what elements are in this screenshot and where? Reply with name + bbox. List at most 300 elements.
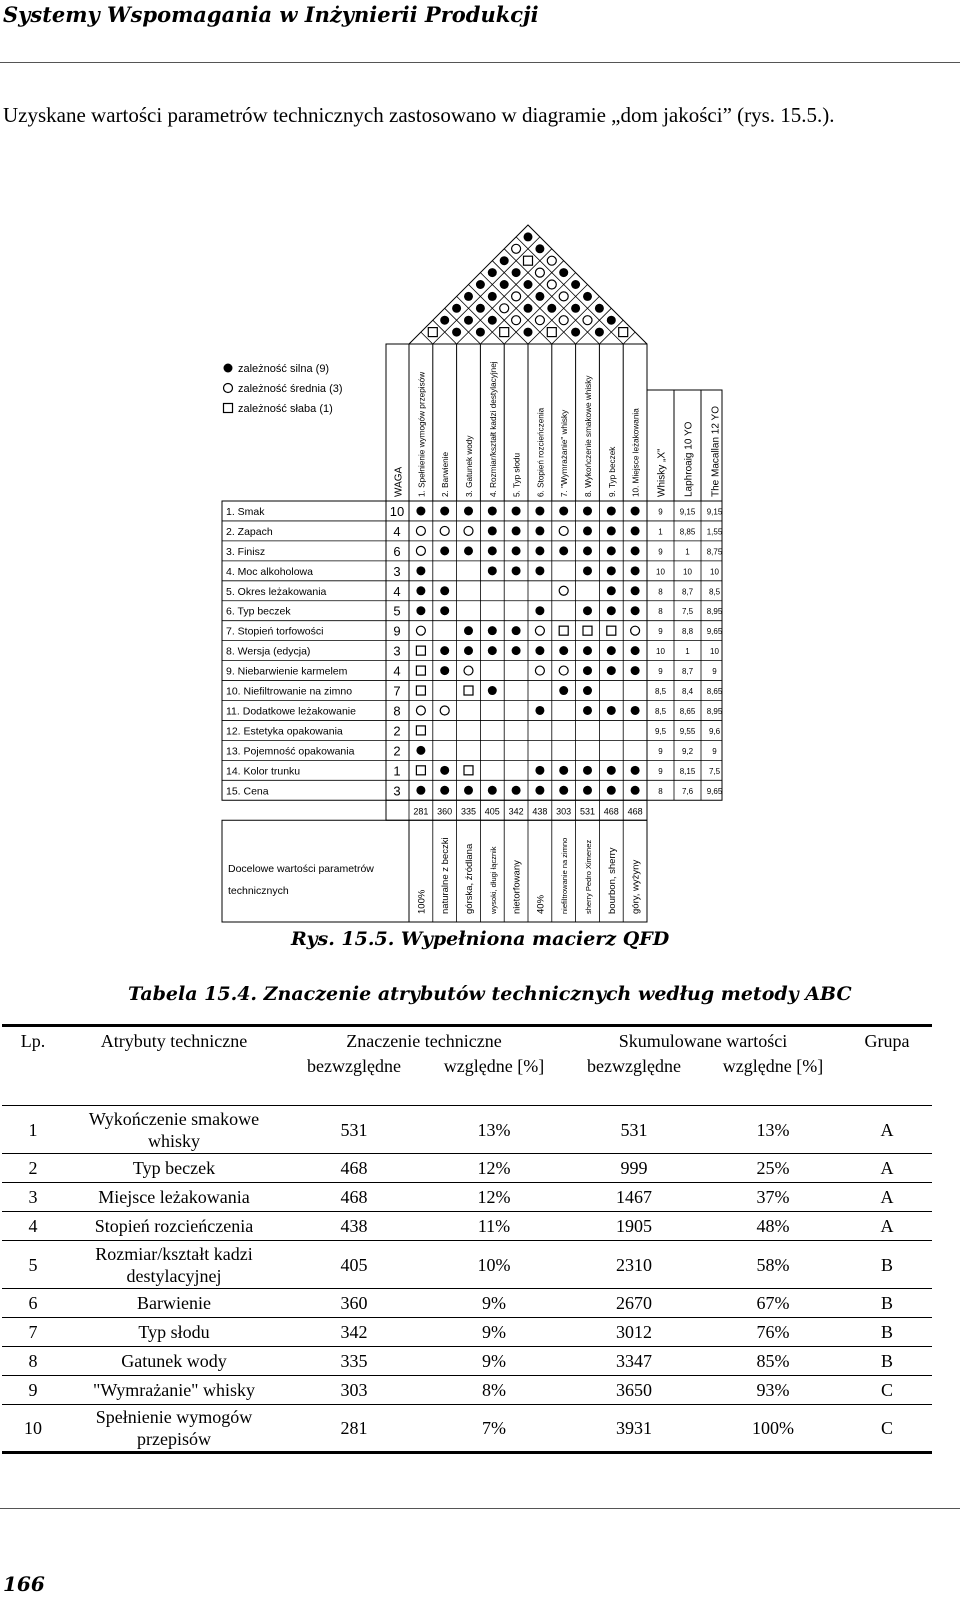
tech-param-label: 10. Miejsce leżakowania	[631, 408, 641, 497]
strong-mark	[631, 786, 640, 795]
requirement-label: 14. Kolor trunku	[226, 765, 301, 778]
strong-mark	[416, 746, 425, 755]
strong-mark	[559, 686, 568, 695]
requirement-label: 6. Typ beczek	[226, 605, 291, 618]
row-relative: 13%	[477, 1119, 511, 1140]
row-cum-absolute: 2670	[616, 1293, 652, 1313]
requirement-label: 15. Cena	[226, 785, 269, 798]
legend-item: zależność silna (9)	[238, 363, 330, 375]
requirement-label: 7. Stopień torfowości	[226, 625, 324, 638]
table-row	[2, 1347, 932, 1376]
strong-mark	[535, 606, 544, 615]
correlation-mark	[524, 304, 533, 313]
tech-param-label: 5. Typ słodu	[512, 453, 522, 497]
strong-mark	[488, 786, 497, 795]
strong-mark	[607, 526, 616, 535]
target-label: Docelowe wartości parametrów technicznych	[228, 863, 374, 897]
weak-mark	[607, 626, 616, 635]
target-value: niefiltrowanie na zimno	[560, 837, 570, 914]
correlation-mark	[488, 292, 497, 301]
row-group: C	[880, 1418, 893, 1438]
row-cum-relative: 58%	[756, 1254, 790, 1275]
strong-mark	[416, 506, 425, 515]
header-attributes: Atrybuty techniczne	[64, 1026, 284, 1056]
competitor-score: 9	[658, 507, 663, 517]
strong-mark	[440, 646, 449, 655]
strong-mark	[464, 546, 473, 555]
row-relative: 9%	[482, 1322, 506, 1342]
row-attribute: Wykończenie smakowe whisky	[88, 1108, 260, 1151]
medium-mark	[416, 526, 425, 535]
importance-value: 342	[508, 806, 524, 817]
roof-grid-line	[516, 237, 623, 344]
requirement-weight: 1	[393, 763, 401, 779]
row-group: A	[880, 1119, 894, 1140]
correlation-mark	[500, 328, 509, 337]
correlation-mark	[500, 280, 509, 289]
row-cum-absolute: 3347	[616, 1351, 652, 1371]
competitor-label: Whisky „X”	[656, 448, 668, 497]
strong-mark	[583, 766, 592, 775]
row-attribute: "Wymrażanie" whisky	[92, 1380, 256, 1400]
competitor-score: 7,6	[681, 786, 694, 796]
competitor-score: 8	[658, 607, 663, 617]
strong-mark	[535, 766, 544, 775]
row-group: B	[880, 1254, 893, 1275]
row-absolute: 281	[340, 1418, 368, 1438]
correlation-mark	[512, 268, 521, 277]
strong-mark	[607, 606, 616, 615]
header-significance: Znaczenie techniczne	[284, 1026, 564, 1056]
target-value: nietorfowany	[511, 860, 523, 914]
row-group: B	[880, 1351, 893, 1371]
requirement-weight: 2	[393, 743, 401, 759]
strong-mark	[583, 506, 592, 515]
intro-paragraph: Uzyskane wartości parametrów technicznych zastosowano w diagramie „dom jakości” (rys. 15.5.).	[3, 103, 835, 127]
competitor-score: 8,7	[681, 667, 694, 677]
correlation-mark	[512, 244, 521, 253]
header-cumulative: Skumulowane wartości	[564, 1026, 842, 1056]
medium-mark	[631, 626, 640, 635]
row-cum-relative: 67%	[756, 1293, 790, 1313]
correlation-mark	[476, 328, 485, 337]
requirement-label: 10. Niefiltrowanie na zimno	[226, 685, 353, 698]
row-attribute: Miejsce leżakowania	[98, 1187, 250, 1207]
competitor-score: 1	[658, 527, 663, 537]
strong-mark	[607, 666, 616, 675]
strong-mark	[488, 686, 497, 695]
correlation-mark	[595, 328, 604, 337]
requirement-weight: 4	[393, 663, 401, 679]
correlation-mark	[547, 304, 556, 313]
row-cum-absolute: 3931	[616, 1418, 652, 1438]
medium-mark	[464, 526, 473, 535]
competitor-score: 8,15	[679, 766, 696, 776]
target-value: 100%	[416, 889, 428, 914]
medium-mark	[440, 706, 449, 715]
medium-mark	[535, 626, 544, 635]
competitor-score: 9	[712, 667, 717, 677]
strong-mark	[440, 786, 449, 795]
importance-value: 360	[437, 806, 453, 817]
strong-mark	[631, 646, 640, 655]
competitor-score: 1	[685, 547, 690, 557]
competitor-score: 9,65	[706, 786, 723, 796]
correlation-mark	[464, 292, 473, 301]
strong-mark	[488, 546, 497, 555]
legend-item: zależność słaba (1)	[238, 403, 333, 415]
competitor-score: 9,15	[679, 507, 696, 517]
strong-mark	[535, 566, 544, 575]
competitor-score: 9	[658, 547, 663, 557]
competitor-score: 9,2	[681, 746, 694, 756]
row-relative: 9%	[482, 1293, 506, 1313]
row-absolute: 438	[340, 1216, 368, 1236]
row-lp: 7	[28, 1322, 38, 1342]
row-cum-relative: 25%	[756, 1158, 790, 1178]
row-attribute: Gatunek wody	[121, 1351, 227, 1371]
correlation-mark	[535, 268, 544, 277]
strong-mark	[535, 506, 544, 515]
competitor-score: 10	[683, 567, 692, 577]
row-absolute: 360	[340, 1293, 368, 1313]
competitor-score: 8	[658, 587, 663, 597]
row-attribute: Typ beczek	[132, 1158, 216, 1178]
competitor-score: 10	[656, 567, 665, 577]
target-value: naturalne z beczki	[440, 837, 452, 914]
legend-item: zależność średnia (3)	[238, 383, 343, 395]
medium-mark	[416, 546, 425, 555]
correlation-mark	[607, 316, 616, 325]
table-row	[2, 1183, 932, 1212]
competitor-score: 8,5	[708, 587, 721, 597]
table-row	[2, 1212, 932, 1241]
strong-mark	[512, 526, 521, 535]
strong-mark	[559, 546, 568, 555]
strong-mark	[631, 526, 640, 535]
row-cum-relative: 13%	[756, 1119, 790, 1140]
requirement-weight: 9	[393, 623, 401, 639]
strong-mark	[607, 586, 616, 595]
correlation-mark	[571, 280, 580, 289]
medium-mark	[416, 626, 425, 635]
requirement-weight: 3	[393, 643, 401, 659]
row-relative: 12%	[477, 1187, 511, 1207]
correlation-mark	[583, 292, 592, 301]
row-cum-relative: 48%	[756, 1216, 790, 1236]
strong-mark	[535, 646, 544, 655]
abc-table	[2, 1024, 932, 1454]
row-cum-relative: 37%	[756, 1187, 790, 1207]
requirement-label: 5. Okres leżakowania	[226, 585, 327, 598]
competitor-score: 8,4	[681, 687, 694, 697]
strong-mark	[583, 786, 592, 795]
header-cum-relative: względne [%]	[722, 1056, 824, 1076]
strong-mark	[607, 546, 616, 555]
strong-mark	[440, 546, 449, 555]
competitor-score: 1,55	[706, 527, 723, 537]
requirement-label: 2. Zapach	[226, 525, 273, 538]
strong-mark	[583, 546, 592, 555]
strong-mark	[416, 606, 425, 615]
strong-mark	[416, 566, 425, 575]
row-cum-relative: 76%	[756, 1322, 790, 1342]
importance-value: 468	[627, 806, 643, 817]
competitor-score: 9	[658, 766, 663, 776]
strong-mark	[488, 506, 497, 515]
row-absolute: 335	[340, 1351, 368, 1371]
row-absolute: 303	[340, 1380, 368, 1400]
strong-mark	[607, 786, 616, 795]
row-cum-absolute: 1905	[616, 1216, 652, 1236]
weak-mark	[416, 766, 425, 775]
importance-value: 531	[579, 806, 596, 817]
row-attribute: Barwienie	[137, 1293, 211, 1313]
correlation-mark	[535, 292, 544, 301]
competitor-score: 7,5	[708, 766, 721, 776]
strong-mark	[416, 786, 425, 795]
row-cum-absolute: 1467	[616, 1187, 652, 1207]
strong-mark	[631, 506, 640, 515]
requirement-weight: 7	[393, 683, 401, 699]
weak-mark	[583, 626, 592, 635]
strong-mark	[559, 646, 568, 655]
strong-mark	[512, 786, 521, 795]
target-value: sherry Pedro Ximenez	[584, 839, 593, 914]
row-cum-absolute: 999	[620, 1158, 648, 1178]
figure-caption: Rys. 15.5. Wypełniona macierz QFD	[291, 928, 670, 950]
strong-mark	[583, 606, 592, 615]
strong-mark	[464, 786, 473, 795]
competitor-score: 10	[656, 647, 665, 657]
row-group: A	[880, 1158, 894, 1178]
header-absolute: bezwzględne	[307, 1056, 401, 1076]
strong-mark	[607, 566, 616, 575]
importance-value: 303	[556, 806, 572, 817]
medium-mark	[416, 706, 425, 715]
strong-mark	[631, 586, 640, 595]
row-attribute: Typ słodu	[138, 1322, 210, 1342]
weak-mark	[416, 726, 425, 735]
requirement-label: 3. Finisz	[226, 545, 266, 558]
correlation-mark	[524, 280, 533, 289]
requirement-label: 9. Niebarwienie karmelem	[226, 665, 348, 678]
table-row	[2, 1289, 932, 1318]
competitor-score: 8	[658, 786, 663, 796]
correlation-mark	[595, 304, 604, 313]
correlation-mark	[571, 304, 580, 313]
row-cum-relative: 100%	[752, 1418, 794, 1438]
row-cum-absolute: 3012	[616, 1322, 652, 1342]
row-group: B	[880, 1322, 893, 1342]
table-row	[2, 1106, 932, 1154]
tech-param-label: 7. "Wymrażanie" whisky	[560, 409, 570, 497]
correlation-mark	[464, 316, 473, 325]
competitor-score: 10	[710, 647, 719, 657]
table-row	[2, 1376, 932, 1405]
roof-grid-line	[576, 308, 612, 344]
medium-mark	[464, 666, 473, 675]
row-attribute: Stopień rozcieńczenia	[94, 1216, 254, 1236]
requirement-label: 8. Wersja (edycja)	[226, 645, 311, 658]
header-lp: Lp.	[2, 1026, 64, 1056]
competitor-score: 8,7	[681, 587, 694, 597]
target-value: górska, źródlana	[464, 843, 475, 914]
competitor-score: 8,75	[706, 547, 723, 557]
tech-param-label: 8. Wykończenie smakowe whisky	[584, 375, 593, 497]
table-row	[2, 1154, 932, 1183]
competitor-score: 8,65	[706, 687, 723, 697]
correlation-mark	[535, 244, 544, 253]
strong-mark	[535, 526, 544, 535]
strong-mark	[440, 666, 449, 675]
correlation-mark	[559, 316, 568, 325]
strong-mark	[631, 606, 640, 615]
requirement-weight: 3	[393, 783, 401, 799]
requirement-label: 11. Dodatkowe leżakowanie	[226, 705, 356, 718]
strong-mark	[464, 626, 473, 635]
competitor-label: The Macallan 12 YO	[710, 406, 722, 497]
importance-value: 405	[484, 806, 500, 817]
competitor-score: 9	[658, 746, 663, 756]
strong-mark	[583, 526, 592, 535]
row-cum-absolute: 2310	[616, 1254, 652, 1275]
row-absolute: 405	[340, 1254, 368, 1275]
competitor-score: 8,85	[679, 527, 696, 537]
row-lp: 9	[28, 1380, 38, 1400]
correlation-mark	[440, 316, 449, 325]
strong-mark	[583, 646, 592, 655]
strong-mark	[440, 586, 449, 595]
competitor-score: 9,15	[706, 507, 723, 517]
correlation-mark	[524, 256, 533, 265]
page-number: 166	[3, 1572, 45, 1596]
target-value: 40%	[535, 894, 547, 914]
competitor-score: 8,95	[706, 607, 723, 617]
tech-param-label: 6. Stopień rozcieńczenia	[536, 407, 546, 497]
correlation-mark	[535, 316, 544, 325]
requirement-weight: 8	[393, 703, 401, 719]
weak-mark	[464, 686, 473, 695]
importance-value: 281	[413, 806, 429, 817]
medium-legend-icon	[224, 384, 233, 393]
medium-mark	[440, 526, 449, 535]
target-value: góry, wyżyny	[630, 859, 642, 914]
strong-mark	[512, 626, 521, 635]
row-cum-relative: 85%	[756, 1351, 790, 1371]
roof-grid-line	[433, 237, 540, 344]
row-lp: 3	[28, 1187, 38, 1207]
weak-mark	[416, 686, 425, 695]
tech-param-label: 1. Spełnienie wymogów przepisów	[417, 371, 427, 497]
competitor-score: 9	[658, 667, 663, 677]
strong-mark	[440, 506, 449, 515]
row-absolute: 468	[340, 1158, 368, 1178]
strong-mark	[440, 766, 449, 775]
competitor-score: 9,55	[679, 726, 696, 736]
strong-mark	[631, 546, 640, 555]
strong-mark	[535, 706, 544, 715]
weak-mark	[464, 766, 473, 775]
strong-mark	[583, 706, 592, 715]
correlation-mark	[428, 328, 437, 337]
row-group: B	[880, 1293, 893, 1313]
roof-grid-line	[445, 308, 481, 344]
requirement-weight: 5	[393, 603, 401, 619]
strong-mark	[631, 566, 640, 575]
strong-mark	[559, 786, 568, 795]
requirement-weight: 2	[393, 723, 401, 739]
competitor-score: 9,5	[654, 726, 667, 736]
correlation-mark	[547, 328, 556, 337]
strong-mark	[512, 506, 521, 515]
correlation-mark	[500, 256, 509, 265]
competitor-score: 9,6	[708, 726, 721, 736]
competitor-score: 8,5	[654, 706, 667, 716]
correlation-mark	[559, 268, 568, 277]
row-relative: 7%	[482, 1418, 506, 1438]
requirement-weight: 4	[393, 583, 401, 599]
competitor-score: 9	[712, 746, 717, 756]
row-relative: 10%	[477, 1254, 511, 1275]
importance-value: 335	[460, 806, 477, 817]
competitor-score: 10	[710, 567, 719, 577]
strong-mark	[488, 566, 497, 575]
target-value: wysoki, długi łącznik	[488, 846, 498, 914]
table-row	[2, 1241, 932, 1289]
tech-param-label: 2. Barwienie	[441, 451, 451, 497]
tech-param-label: 9. Typ beczek	[607, 446, 617, 497]
strong-legend-icon	[224, 364, 233, 373]
importance-value: 468	[603, 806, 619, 817]
table-row	[2, 1405, 932, 1453]
strong-mark	[583, 666, 592, 675]
row-absolute: 468	[340, 1187, 368, 1207]
correlation-mark	[571, 328, 580, 337]
strong-mark	[512, 546, 521, 555]
weak-mark	[416, 646, 425, 655]
strong-mark	[607, 646, 616, 655]
strong-mark	[535, 786, 544, 795]
weight-header: WAGA	[393, 466, 405, 497]
requirement-weight: 3	[393, 563, 401, 579]
correlation-mark	[452, 304, 461, 313]
row-lp: 5	[28, 1254, 38, 1275]
target-value: bourbon, sherry	[606, 847, 618, 914]
weak-mark	[559, 626, 568, 635]
tech-param-label: 3. Gatunek wody	[465, 435, 474, 497]
tech-param-label: 4. Rozmiar/kształt kadzi destylacyjnej	[488, 361, 498, 497]
strong-mark	[607, 706, 616, 715]
requirement-weight: 6	[393, 543, 401, 559]
competitor-score: 8,5	[654, 687, 667, 697]
header-relative: względne [%]	[443, 1056, 545, 1076]
competitor-score: 9	[658, 627, 663, 637]
correlation-mark	[559, 292, 568, 301]
strong-mark	[583, 566, 592, 575]
row-lp: 6	[28, 1293, 38, 1313]
row-lp: 8	[28, 1351, 38, 1371]
weak-legend-icon	[224, 404, 233, 413]
correlation-mark	[619, 328, 628, 337]
correlation-mark	[583, 316, 592, 325]
row-attribute: Spełnienie wymogów przepisów	[95, 1407, 253, 1449]
strong-mark	[631, 706, 640, 715]
strong-mark	[488, 646, 497, 655]
row-lp: 10	[24, 1418, 42, 1438]
row-relative: 11%	[477, 1216, 511, 1236]
strong-mark	[512, 566, 521, 575]
